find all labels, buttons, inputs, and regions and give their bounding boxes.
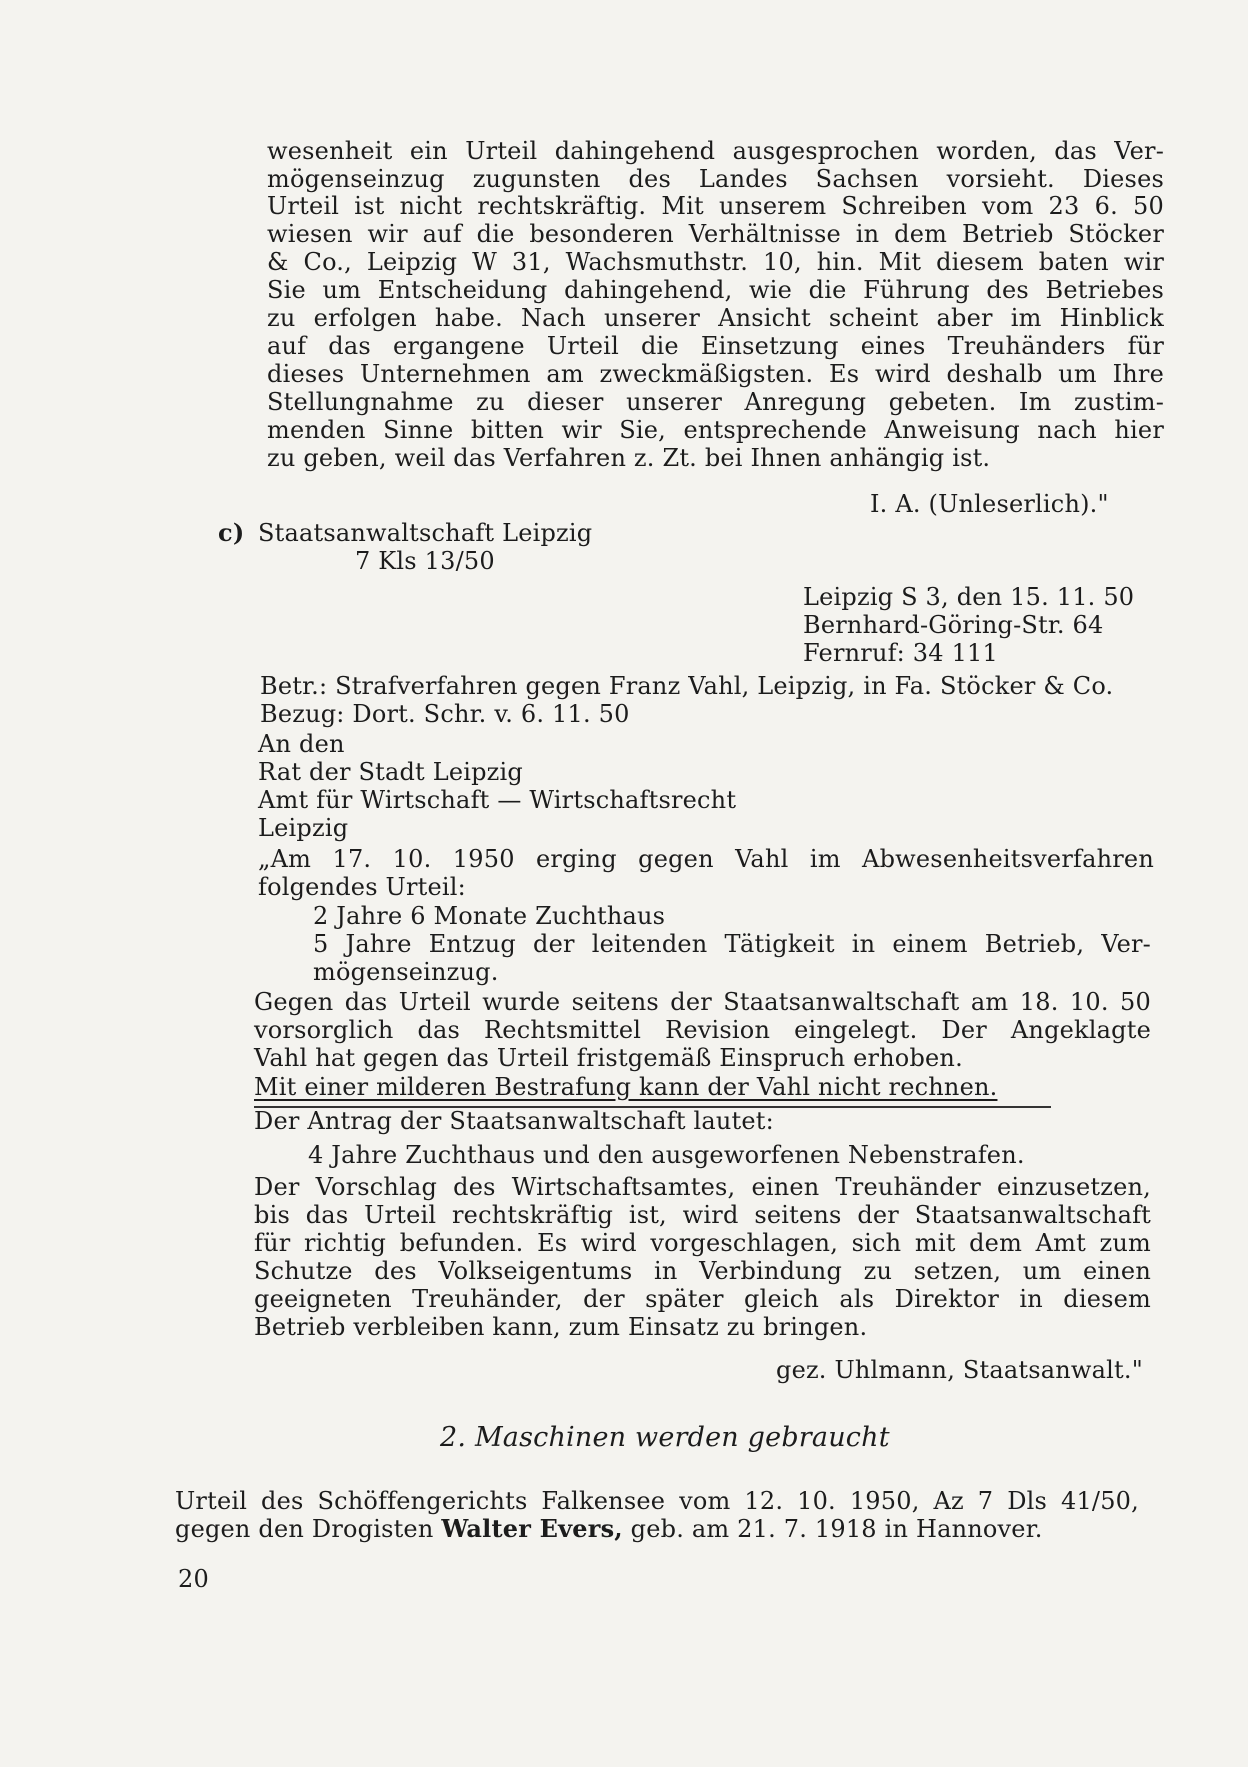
address-line: Fernruf: 34 111 <box>803 639 998 667</box>
signature: I. A. (Unleserlich)." <box>870 490 1109 518</box>
paragraph-line: & Co., Leipzig W 31, Wachsmuthstr. 10, hin. Mit diesem baten wir <box>267 248 1164 276</box>
reference-line: Bezug: Dort. Schr. v. 6. 11. 50 <box>260 700 630 728</box>
paragraph-line: Betrieb verbleiben kann, zum Einsatz zu bringen. <box>254 1313 868 1341</box>
paragraph-line: auf das ergangene Urteil die Einsetzung eines Treuhänders für <box>267 332 1164 360</box>
paragraph-line: Schutze des Volkseigentums in Verbindung zu setzen, um einen <box>254 1257 1151 1285</box>
paragraph-line: für richtig befunden. Es wird vorgeschlagen, sich mit dem Amt zum <box>254 1229 1151 1257</box>
paragraph-line: Vahl hat gegen das Urteil fristgemäß Einspruch erhoben. <box>254 1044 963 1072</box>
paragraph-line: Gegen das Urteil wurde seitens der Staatsanwaltschaft am 18. 10. 50 <box>254 988 1151 1016</box>
paragraph-line: bis das Urteil rechtskräftig ist, wird seitens der Staatsanwaltschaft <box>254 1201 1151 1229</box>
file-reference: 7 Kls 13/50 <box>355 547 495 575</box>
paragraph-line: vorsorglich das Rechtsmittel Revision eingelegt. Der Angeklagte <box>254 1016 1151 1044</box>
recipient-line: Leipzig <box>258 814 349 842</box>
paragraph-line: Der Antrag der Staatsanwaltschaft lautet: <box>254 1107 774 1135</box>
paragraph-line: mögenseinzug zugunsten des Landes Sachsen vorsieht. Dieses <box>267 165 1164 193</box>
address-line: Bernhard-Göring-Str. 64 <box>803 611 1104 639</box>
section-marker: c) <box>218 518 245 547</box>
signature: gez. Uhlmann, Staatsanwalt." <box>776 1356 1143 1384</box>
section-title: Staatsanwaltschaft Leipzig <box>258 519 593 547</box>
quote-line: folgendes Urteil: <box>258 873 466 901</box>
underlined-statement: Mit einer milderen Bestrafung kann der Vahl nicht rechnen. <box>254 1073 998 1101</box>
paragraph-line: zu geben, weil das Verfahren z. Zt. bei Ihnen anhängig ist. <box>267 444 991 472</box>
paragraph-line: zu erfolgen habe. Nach unserer Ansicht scheint aber im Hinblick <box>267 304 1164 332</box>
section-heading: 2. Maschinen werden gebraucht <box>440 1422 890 1453</box>
recipient-line: Rat der Stadt Leipzig <box>258 758 523 786</box>
address-line: Leipzig S 3, den 15. 11. 50 <box>803 583 1135 611</box>
defendant-name: Walter Evers, <box>441 1514 623 1543</box>
sentence-item: 5 Jahre Entzug der leitenden Tätigkeit in einem Betrieb, Ver- <box>313 930 1151 958</box>
subject-line: Betr.: Strafverfahren gegen Franz Vahl, Leipzig, in Fa. Stöcker & Co. <box>260 672 1114 700</box>
paragraph-line: Der Vorschlag des Wirtschaftsamtes, einen Treuhänder einzusetzen, <box>254 1173 1151 1201</box>
paragraph-line: Urteil ist nicht rechtskräftig. Mit unserem Schreiben vom 23 6. 50 <box>267 192 1164 220</box>
paragraph-line: dieses Unternehmen am zweckmäßigsten. Es wird deshalb um Ihre <box>267 360 1164 388</box>
paragraph-line: menden Sinne bitten wir Sie, entsprechende Anweisung nach hier <box>267 416 1164 444</box>
recipient-line: An den <box>258 730 345 758</box>
page-number: 20 <box>178 1565 209 1593</box>
paragraph-line: Stellungnahme zu dieser unserer Anregung gebeten. Im zustim- <box>267 388 1164 416</box>
paragraph-line: geeigneten Treuhänder, der später gleich als Direktor in diesem <box>254 1285 1151 1313</box>
sentence-item: mögenseinzug. <box>313 958 499 986</box>
paragraph-line: wesenheit ein Urteil dahingehend ausgesprochen worden, das Ver- <box>267 137 1164 165</box>
paragraph-line: Urteil des Schöffengerichts Falkensee vom 12. 10. 1950, Az 7 Dls 41/50, <box>175 1487 1139 1515</box>
recipient-line: Amt für Wirtschaft — Wirtschaftsrecht <box>258 786 737 814</box>
text-run: gegen den Drogisten <box>175 1515 442 1543</box>
sentence-item: 2 Jahre 6 Monate Zuchthaus <box>313 902 666 930</box>
text-run: geb. am 21. 7. 1918 in Hannover. <box>622 1515 1043 1543</box>
paragraph-line: Sie um Entscheidung dahingehend, wie die Führung des Betriebes <box>267 276 1164 304</box>
paragraph-line: wiesen wir auf die besonderen Verhältnisse in dem Betrieb Stöcker <box>267 220 1164 248</box>
paragraph-line <box>175 1515 1043 1543</box>
demand-item: 4 Jahre Zuchthaus und den ausgeworfenen Nebenstrafen. <box>308 1141 1025 1169</box>
quote-line: „Am 17. 10. 1950 erging gegen Vahl im Abwesenheitsverfahren <box>258 845 1154 873</box>
